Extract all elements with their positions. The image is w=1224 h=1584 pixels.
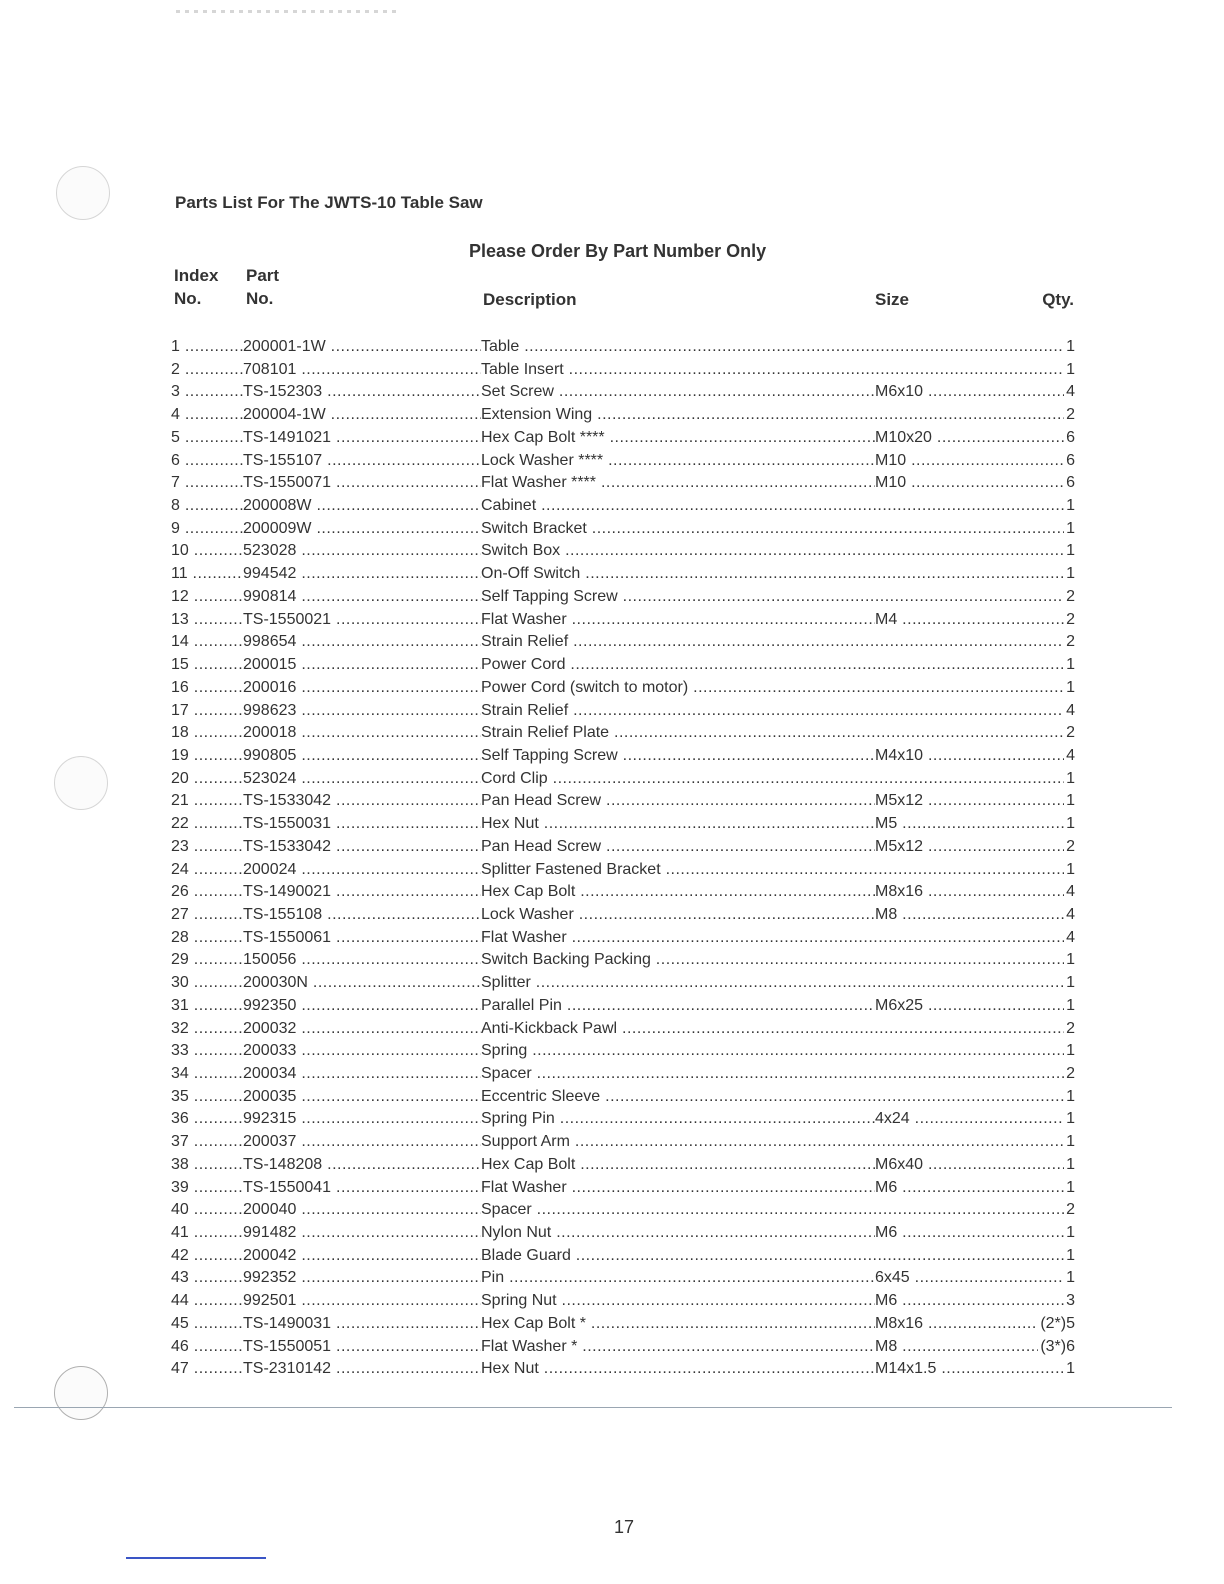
index-no: 14 ..... <box>171 631 243 654</box>
part-description: Switch Backing Packing ..... <box>481 949 1075 972</box>
parts-row <box>171 859 1075 882</box>
part-no: 200030N ..... <box>243 972 481 995</box>
part-qty: 2 <box>1064 609 1075 632</box>
part-description: Set Screw ..... <box>481 381 875 404</box>
part-size: M6x25 ..... <box>875 995 1069 1018</box>
parts-row <box>171 381 1075 404</box>
index-no: 28 ..... <box>171 927 243 950</box>
parts-row <box>171 586 1075 609</box>
index-no: 34 ..... <box>171 1063 243 1086</box>
parts-row <box>171 1063 1075 1086</box>
part-no: 200037 ..... <box>243 1131 481 1154</box>
part-description: Flat Washer ..... <box>481 1177 875 1200</box>
part-no: 200008W ..... <box>243 495 481 518</box>
part-qty: 1 <box>1064 1177 1075 1200</box>
parts-row <box>171 745 1075 768</box>
part-no: 998654 ..... <box>243 631 481 654</box>
part-no: 200018 ..... <box>243 722 481 745</box>
part-no: TS-1491021 ..... <box>243 427 481 450</box>
part-size: 4x24 ..... <box>875 1108 1069 1131</box>
part-description: Strain Relief ..... <box>481 700 1075 723</box>
part-description: Strain Relief ..... <box>481 631 1075 654</box>
part-qty: 6 <box>1064 427 1075 450</box>
part-no: 990814 ..... <box>243 586 481 609</box>
part-qty: 2 <box>1064 586 1075 609</box>
part-no: 200032 ..... <box>243 1018 481 1041</box>
parts-row <box>171 1177 1075 1200</box>
part-description: Flat Washer ..... <box>481 927 1075 950</box>
part-size: M8x16 ..... <box>875 881 1069 904</box>
document-title: Parts List For The JWTS-10 Table Saw <box>175 193 483 212</box>
part-qty: 1 <box>1064 518 1075 541</box>
part-size: M6x10 ..... <box>875 381 1069 404</box>
part-size: M5 ..... <box>875 813 1069 836</box>
part-description: Hex Nut ..... <box>481 1358 875 1381</box>
part-qty: 2 <box>1064 1018 1075 1041</box>
part-no: TS-1550061 ..... <box>243 927 481 950</box>
index-no: 35 ..... <box>171 1086 243 1109</box>
index-no: 16 ..... <box>171 677 243 700</box>
part-qty: 1 <box>1064 540 1075 563</box>
parts-row <box>171 540 1075 563</box>
part-description: Splitter ..... <box>481 972 1075 995</box>
part-qty: 1 <box>1064 359 1075 382</box>
index-no: 37 ..... <box>171 1131 243 1154</box>
part-description: Hex Cap Bolt **** ..... <box>481 427 875 450</box>
part-qty: 1 <box>1064 859 1075 882</box>
index-no: 29 ..... <box>171 949 243 972</box>
part-description: Flat Washer * ..... <box>481 1336 875 1359</box>
part-qty: 1 <box>1064 1108 1075 1131</box>
part-no: 200042 ..... <box>243 1245 481 1268</box>
part-description: Cabinet ..... <box>481 495 1075 518</box>
part-no: 200016 ..... <box>243 677 481 700</box>
index-no: 41 ..... <box>171 1222 243 1245</box>
part-qty: 1 <box>1064 1040 1075 1063</box>
part-no: TS-1550031 ..... <box>243 813 481 836</box>
index-no: 24 ..... <box>171 859 243 882</box>
part-qty: 1 <box>1064 790 1075 813</box>
part-no: 523024 ..... <box>243 768 481 791</box>
part-no: 992350 ..... <box>243 995 481 1018</box>
parts-row <box>171 1131 1075 1154</box>
index-no: 17 ..... <box>171 700 243 723</box>
part-description: Spring Nut ..... <box>481 1290 875 1313</box>
parts-row <box>171 813 1075 836</box>
index-no: 44 ..... <box>171 1290 243 1313</box>
part-size: M4x10 ..... <box>875 745 1069 768</box>
index-no: 3 ..... <box>171 381 243 404</box>
part-no: TS-1533042 ..... <box>243 790 481 813</box>
parts-row <box>171 427 1075 450</box>
part-description: On-Off Switch ..... <box>481 563 1075 586</box>
parts-row <box>171 359 1075 382</box>
part-description: Blade Guard ..... <box>481 1245 1075 1268</box>
part-description: Table ..... <box>481 336 1075 359</box>
index-no: 27 ..... <box>171 904 243 927</box>
part-qty: (3*)6 <box>1038 1336 1075 1359</box>
part-description: Support Arm ..... <box>481 1131 1075 1154</box>
parts-row <box>171 677 1075 700</box>
parts-row <box>171 450 1075 473</box>
part-header: Part No. <box>246 266 280 308</box>
part-size: M6 ..... <box>875 1222 1069 1245</box>
index-no: 1 ..... <box>171 336 243 359</box>
parts-row <box>171 1040 1075 1063</box>
link-underline <box>126 1557 266 1559</box>
part-qty: (2*)5 <box>1038 1313 1075 1336</box>
part-description: Switch Box ..... <box>481 540 1075 563</box>
part-no: TS-2310142 ..... <box>243 1358 481 1381</box>
part-description: Switch Bracket ..... <box>481 518 1075 541</box>
part-description: Power Cord ..... <box>481 654 1075 677</box>
part-description: Hex Cap Bolt ..... <box>481 1154 875 1177</box>
part-no: 200040 ..... <box>243 1199 481 1222</box>
part-no: 200015 ..... <box>243 654 481 677</box>
index-no: 5 ..... <box>171 427 243 450</box>
part-qty: 1 <box>1064 768 1075 791</box>
part-qty: 2 <box>1064 404 1075 427</box>
parts-row <box>171 836 1075 859</box>
part-description: Spring ..... <box>481 1040 1075 1063</box>
part-description: Hex Cap Bolt * ..... <box>481 1313 875 1336</box>
index-no: 40 ..... <box>171 1199 243 1222</box>
index-no: 23 ..... <box>171 836 243 859</box>
part-description: Self Tapping Screw ..... <box>481 586 1075 609</box>
index-no: 9 ..... <box>171 518 243 541</box>
punch-hole <box>54 756 108 810</box>
part-no: 200034 ..... <box>243 1063 481 1086</box>
part-no: TS-1490031 ..... <box>243 1313 481 1336</box>
parts-row <box>171 1222 1075 1245</box>
part-no: 200004-1W ..... <box>243 404 481 427</box>
parts-row <box>171 404 1075 427</box>
part-qty: 1 <box>1064 949 1075 972</box>
part-qty: 6 <box>1064 472 1075 495</box>
part-description: Eccentric Sleeve ..... <box>481 1086 1075 1109</box>
parts-row <box>171 563 1075 586</box>
order-note: Please Order By Part Number Only <box>469 241 767 261</box>
part-qty: 1 <box>1064 1222 1075 1245</box>
index-no: 39 ..... <box>171 1177 243 1200</box>
punch-hole <box>56 166 110 220</box>
part-no: 200024 ..... <box>243 859 481 882</box>
part-description: Splitter Fastened Bracket ..... <box>481 859 1075 882</box>
part-description: Pin ..... <box>481 1267 875 1290</box>
part-size: 6x45 ..... <box>875 1267 1069 1290</box>
index-no: 36 ..... <box>171 1108 243 1131</box>
part-no: 200001-1W ..... <box>243 336 481 359</box>
size-header: Size <box>875 290 910 309</box>
index-no: 2 ..... <box>171 359 243 382</box>
part-size: M14x1.5 ..... <box>875 1358 1069 1381</box>
parts-row <box>171 927 1075 950</box>
part-qty: 1 <box>1064 654 1075 677</box>
part-no: TS-1550041 ..... <box>243 1177 481 1200</box>
part-description: Flat Washer **** ..... <box>481 472 875 495</box>
index-no: 20 ..... <box>171 768 243 791</box>
index-no: 11 ..... <box>171 563 243 586</box>
part-no: 200033 ..... <box>243 1040 481 1063</box>
part-qty: 1 <box>1064 495 1075 518</box>
part-qty: 1 <box>1064 1245 1075 1268</box>
parts-row <box>171 995 1075 1018</box>
part-size: M6 ..... <box>875 1290 1069 1313</box>
part-no: TS-155108 ..... <box>243 904 481 927</box>
index-no: 13 ..... <box>171 609 243 632</box>
part-description: Nylon Nut ..... <box>481 1222 875 1245</box>
index-no: 46 ..... <box>171 1336 243 1359</box>
parts-row <box>171 722 1075 745</box>
part-description: Pan Head Screw ..... <box>481 836 875 859</box>
index-no: 38 ..... <box>171 1154 243 1177</box>
part-qty: 6 <box>1064 450 1075 473</box>
part-no: 994542 ..... <box>243 563 481 586</box>
index-no: 47 ..... <box>171 1358 243 1381</box>
scan-artifact <box>176 10 396 13</box>
part-size: M4 ..... <box>875 609 1069 632</box>
part-qty: 4 <box>1064 700 1075 723</box>
parts-row <box>171 472 1075 495</box>
part-no: 523028 ..... <box>243 540 481 563</box>
parts-row <box>171 1154 1075 1177</box>
part-size: M5x12 ..... <box>875 836 1069 859</box>
index-no: 32 ..... <box>171 1018 243 1041</box>
part-qty: 2 <box>1064 836 1075 859</box>
parts-row <box>171 1267 1075 1290</box>
part-size: M8 ..... <box>875 1336 1069 1359</box>
part-size: M8 ..... <box>875 904 1069 927</box>
index-no: 31 ..... <box>171 995 243 1018</box>
part-qty: 4 <box>1064 881 1075 904</box>
part-no: TS-1550051 ..... <box>243 1336 481 1359</box>
part-qty: 2 <box>1064 631 1075 654</box>
index-no: 18 ..... <box>171 722 243 745</box>
part-description: Strain Relief Plate ..... <box>481 722 1075 745</box>
part-qty: 1 <box>1064 563 1075 586</box>
part-qty: 1 <box>1064 1154 1075 1177</box>
page-number: 17 <box>614 1517 635 1537</box>
part-description: Flat Washer ..... <box>481 609 875 632</box>
index-no: 21 ..... <box>171 790 243 813</box>
parts-row <box>171 631 1075 654</box>
part-description: Parallel Pin ..... <box>481 995 875 1018</box>
part-qty: 1 <box>1064 1086 1075 1109</box>
part-size: M10 ..... <box>875 472 1069 495</box>
part-qty: 1 <box>1064 972 1075 995</box>
parts-row <box>171 1018 1075 1041</box>
part-qty: 2 <box>1064 1199 1075 1222</box>
part-qty: 3 <box>1064 1290 1075 1313</box>
parts-row <box>171 518 1075 541</box>
part-no: 990805 ..... <box>243 745 481 768</box>
part-size: M10 ..... <box>875 450 1069 473</box>
part-description: Lock Washer **** ..... <box>481 450 875 473</box>
part-description: Hex Nut ..... <box>481 813 875 836</box>
qty-header: Qty. <box>1042 290 1074 309</box>
part-description: Self Tapping Screw ..... <box>481 745 875 768</box>
part-size: M6x40 ..... <box>875 1154 1069 1177</box>
parts-row <box>171 949 1075 972</box>
parts-row <box>171 1086 1075 1109</box>
index-no: 22 ..... <box>171 813 243 836</box>
index-no: 15 ..... <box>171 654 243 677</box>
punch-hole <box>54 1366 108 1420</box>
index-no: 19 ..... <box>171 745 243 768</box>
part-qty: 4 <box>1064 381 1075 404</box>
index-no: 33 ..... <box>171 1040 243 1063</box>
part-qty: 1 <box>1064 1267 1075 1290</box>
index-no: 42 ..... <box>171 1245 243 1268</box>
index-no: 7 ..... <box>171 472 243 495</box>
part-no: TS-148208 ..... <box>243 1154 481 1177</box>
part-qty: 1 <box>1064 677 1075 700</box>
part-no: 991482 ..... <box>243 1222 481 1245</box>
part-description: Extension Wing ..... <box>481 404 1075 427</box>
part-qty: 1 <box>1064 336 1075 359</box>
parts-row <box>171 609 1075 632</box>
index-no: 26 ..... <box>171 881 243 904</box>
part-size: M5x12 ..... <box>875 790 1069 813</box>
parts-row <box>171 336 1075 359</box>
parts-list <box>171 336 1075 1381</box>
parts-row <box>171 654 1075 677</box>
part-size: M10x20 ..... <box>875 427 1069 450</box>
parts-row <box>171 904 1075 927</box>
part-no: TS-155107 ..... <box>243 450 481 473</box>
part-size: M8x16 ..... <box>875 1313 1069 1336</box>
part-no: TS-1550071 ..... <box>243 472 481 495</box>
description-header: Description <box>483 290 577 309</box>
part-no: 998623 ..... <box>243 700 481 723</box>
parts-row <box>171 1290 1075 1313</box>
part-description: Spacer ..... <box>481 1063 1075 1086</box>
part-description: Hex Cap Bolt ..... <box>481 881 875 904</box>
part-qty: 1 <box>1064 1131 1075 1154</box>
index-no: 8 ..... <box>171 495 243 518</box>
part-description: Power Cord (switch to motor) ..... <box>481 677 1075 700</box>
part-no: TS-1490021 ..... <box>243 881 481 904</box>
part-no: TS-152303 ..... <box>243 381 481 404</box>
part-qty: 4 <box>1064 904 1075 927</box>
part-no: 992352 ..... <box>243 1267 481 1290</box>
parts-row <box>171 1199 1075 1222</box>
parts-row <box>171 768 1075 791</box>
index-no: 43 ..... <box>171 1267 243 1290</box>
index-header: Index No. <box>174 266 219 308</box>
part-no: 992501 ..... <box>243 1290 481 1313</box>
part-no: 708101 ..... <box>243 359 481 382</box>
part-no: 200035 ..... <box>243 1086 481 1109</box>
part-description: Spring Pin ..... <box>481 1108 875 1131</box>
parts-row <box>171 1313 1075 1336</box>
parts-row <box>171 790 1075 813</box>
part-description: Table Insert ..... <box>481 359 1075 382</box>
parts-row <box>171 1336 1075 1359</box>
part-no: TS-1533042 ..... <box>243 836 481 859</box>
parts-row <box>171 881 1075 904</box>
index-no: 12 ..... <box>171 586 243 609</box>
divider <box>14 1407 1172 1408</box>
index-no: 10 ..... <box>171 540 243 563</box>
part-description: Cord Clip ..... <box>481 768 1075 791</box>
part-description: Lock Washer ..... <box>481 904 875 927</box>
parts-row <box>171 1245 1075 1268</box>
part-qty: 1 <box>1064 1358 1075 1381</box>
part-qty: 2 <box>1064 1063 1075 1086</box>
index-no: 45 ..... <box>171 1313 243 1336</box>
parts-row <box>171 700 1075 723</box>
part-no: TS-1550021 ..... <box>243 609 481 632</box>
parts-row <box>171 1108 1075 1131</box>
parts-row <box>171 495 1075 518</box>
part-description: Spacer ..... <box>481 1199 1075 1222</box>
part-no: 992315 ..... <box>243 1108 481 1131</box>
part-qty: 1 <box>1064 813 1075 836</box>
index-no: 4 ..... <box>171 404 243 427</box>
index-no: 30 ..... <box>171 972 243 995</box>
part-size: M6 ..... <box>875 1177 1069 1200</box>
parts-row <box>171 1358 1075 1381</box>
part-no: 150056 ..... <box>243 949 481 972</box>
part-qty: 4 <box>1064 745 1075 768</box>
index-no: 6 ..... <box>171 450 243 473</box>
part-no: 200009W ..... <box>243 518 481 541</box>
part-qty: 1 <box>1064 995 1075 1018</box>
part-qty: 2 <box>1064 722 1075 745</box>
parts-row <box>171 972 1075 995</box>
part-qty: 4 <box>1064 927 1075 950</box>
part-description: Anti-Kickback Pawl ..... <box>481 1018 1075 1041</box>
part-description: Pan Head Screw ..... <box>481 790 875 813</box>
